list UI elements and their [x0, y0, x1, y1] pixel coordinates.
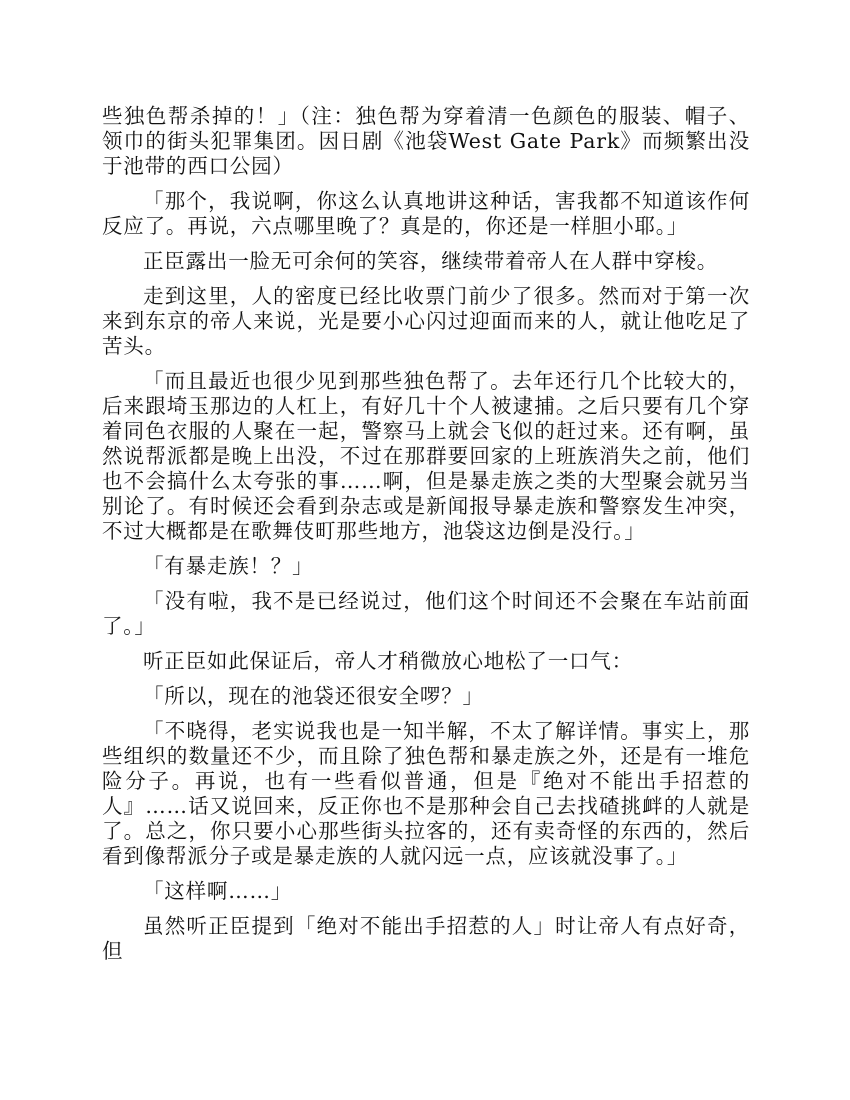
paragraph-6: 「有暴走族！？」	[143, 554, 314, 578]
paragraph-9: 「所以，现在的池袋还很安全啰？」	[143, 684, 484, 708]
paragraph-3: 正臣露出一脸无可余何的笑容，继续带着帝人在人群中穿梭。	[143, 249, 719, 273]
paragraph-1: 些独色帮杀掉的！」（注：独色帮为穿着清一色颜色的服装、帽子、领巾的街头犯罪集团。因日剧《池袋West Gate Park》而频繁出没于池带的西口公园）	[102, 104, 750, 178]
paragraph-5: 「而且最近也很少见到那些独色帮了。去年还行几个比较大的，后来跟埼玉那边的人杠上，有好几十个人被逮捕。之后只要有几个穿着同色衣服的人聚在一起，警察马上就会飞似的赶过来。还有啊，虽然说帮派都是晚上出没，不过在那群要回家的上班族消失之前，他们也不会搞什么太夸张的事……啊，但是暴走族之类的大型聚会就另当别论了。有时候还会看到杂志或是新闻报导暴走族和警察发生冲突，不过大概都是在歌舞伎町那些地方，池袋这边倒是没行。」	[102, 369, 750, 543]
paragraph-10: 「不晓得，老实说我也是一知半解，不太了解详情。事实上，那些组织的数量还不少，而且除了独色帮和暴走族之外，还是有一堆危险分子。再说，也有一些看似普通，但是『绝对不能出手招惹的人』……话又说回来，反正你也不是那种会自己去找碴挑衅的人就是了。总之，你只要小心那些街头拉客的，还有卖奇怪的东西的，然后看到像帮派分子或是暴走族的人就闪远一点，应该就没事了。」	[102, 719, 750, 868]
paragraph-4: 走到这里，人的密度已经比收票门前少了很多。然而对于第一次来到东京的帝人来说，光是要小心闪过迎面而来的人，就让他吃足了苦头。	[102, 284, 750, 358]
body-text	[102, 104, 750, 974]
paragraph-7: 「没有啦，我不是已经说过，他们这个时间还不会聚在车站前面了。」	[102, 589, 750, 638]
paragraph-11: 「这样啊……」	[143, 879, 293, 903]
paragraph-12: 虽然听正臣提到「绝对不能出手招惹的人」时让帝人有点好奇，但	[102, 914, 750, 963]
paragraph-2: 「那个，我说啊，你这么认真地讲这种话，害我都不知道该作何反应了。再说，六点哪里晚了？真是的，你还是一样胆小耶。」	[102, 189, 750, 238]
paragraph-8: 听正臣如此保证后，帝人才稍微放心地松了一口气：	[143, 649, 633, 673]
